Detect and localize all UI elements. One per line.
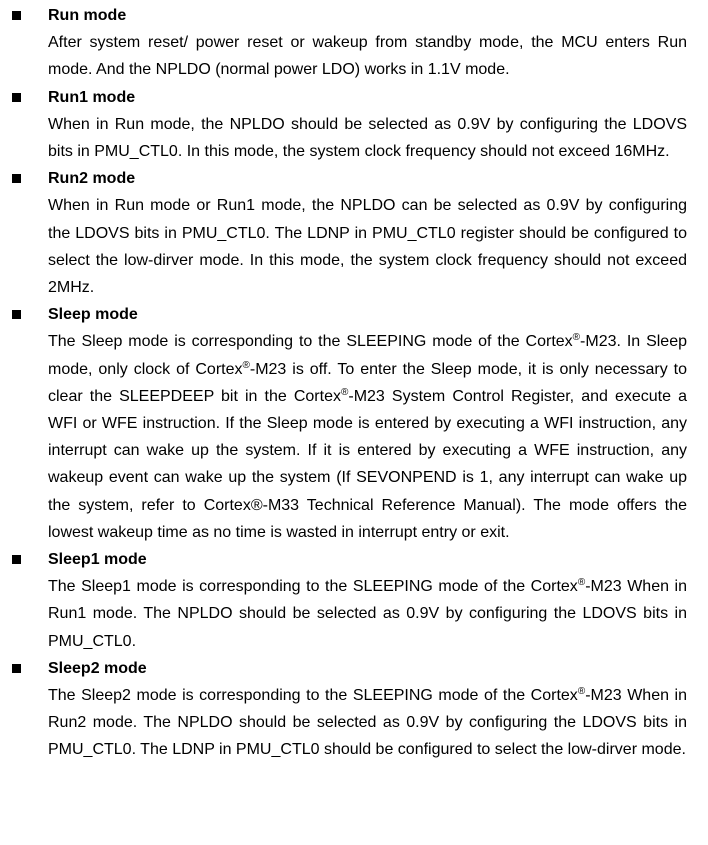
body-text: -M23 When in Run1 mode. The NPLDO should be selected as 0.9V by configuring the LDOVS bits in PMU_CTL0. [48, 578, 687, 650]
section-sleep-mode [0, 301, 708, 546]
section-body [48, 111, 687, 165]
body-text: The Sleep2 mode is corresponding to the SLEEPING mode of the Cortex [48, 687, 578, 705]
section-heading: Sleep mode [48, 306, 138, 324]
section-sleep1-mode [0, 546, 708, 655]
section-run1-mode [0, 84, 708, 166]
body-text: -M23. In Sleep mode, only clock of Cortex [48, 333, 688, 378]
body-text: -M23 When in Run2 mode. The NPLDO should be selected as 0.9V by configuring the LDOVS bits in PMU_CTL0. The LDNP in PMU_CTL0 should be configured to select the low-dirver mode. [48, 687, 687, 759]
body-text: The Sleep1 mode is corresponding to the SLEEPING mode of the Cortex [48, 578, 578, 596]
section-heading: Run2 mode [48, 170, 136, 188]
section-heading: Run1 mode [48, 88, 136, 106]
body-text: When in Run mode, the NPLDO should be selected as 0.9V by configuring the LDOVS bits in PMU_CTL0. In this mode, the system clock frequency should not exceed 16MHz. [48, 115, 687, 161]
registered-mark: ® [572, 332, 581, 344]
bullet-icon [12, 93, 21, 102]
bullet-icon [12, 310, 21, 319]
body-text: After system reset/ power reset or wakeup from standby mode, the MCU enters Run mode. And the NPLDO (normal power LDO) works in 1.1V mode. [48, 34, 687, 79]
registered-mark: ® [577, 577, 586, 589]
registered-mark: ® [340, 386, 349, 398]
section-body [48, 682, 687, 764]
bullet-icon [12, 555, 21, 564]
body-text: -M23 is off. To enter the Sleep mode, it is only necessary to clear the SLEEPDEEP bit in the Cortex [48, 360, 687, 405]
bullet-icon [12, 664, 21, 673]
section-body [48, 573, 687, 655]
section-body [48, 29, 687, 83]
body-text: The Sleep mode is corresponding to the SLEEPING mode of the Cortex [48, 333, 573, 351]
body-text: When in Run mode or Run1 mode, the NPLDO can be selected as 0.9V by configuring the LDOVS bits in PMU_CTL0. The LDNP in PMU_CTL0 register should be configured to select the low-dirver mode. In this mode, the system clock frequency should not exceed 2MHz. [48, 197, 687, 297]
section-body [48, 328, 687, 546]
registered-mark: ® [577, 686, 586, 698]
registered-mark: ® [242, 359, 250, 371]
bullet-icon [12, 11, 21, 20]
document-page [0, 2, 708, 764]
section-heading: Sleep2 mode [48, 659, 147, 677]
section-run-mode [0, 2, 708, 84]
section-body [48, 192, 687, 301]
section-heading: Run mode [48, 7, 127, 24]
section-heading: Sleep1 mode [48, 551, 147, 569]
section-sleep2-mode [0, 655, 708, 764]
body-text: -M23 System Control Register, and execute a WFI or WFE instruction. If the Sleep mode is entered by executing a WFI instruction, any interrupt can wake up the system. If it is entered by executing a WFE instruction, any wakeup event can wake up the system (If SEVONPEND is 1, any interrupt can wake up the system, refer to Cortex®-M33 Technical Reference Manual). The mode offers the lowest wakeup time as no time is wasted in interrupt entry or exit. [48, 387, 687, 541]
bullet-icon [12, 174, 21, 183]
section-run2-mode [0, 165, 708, 301]
